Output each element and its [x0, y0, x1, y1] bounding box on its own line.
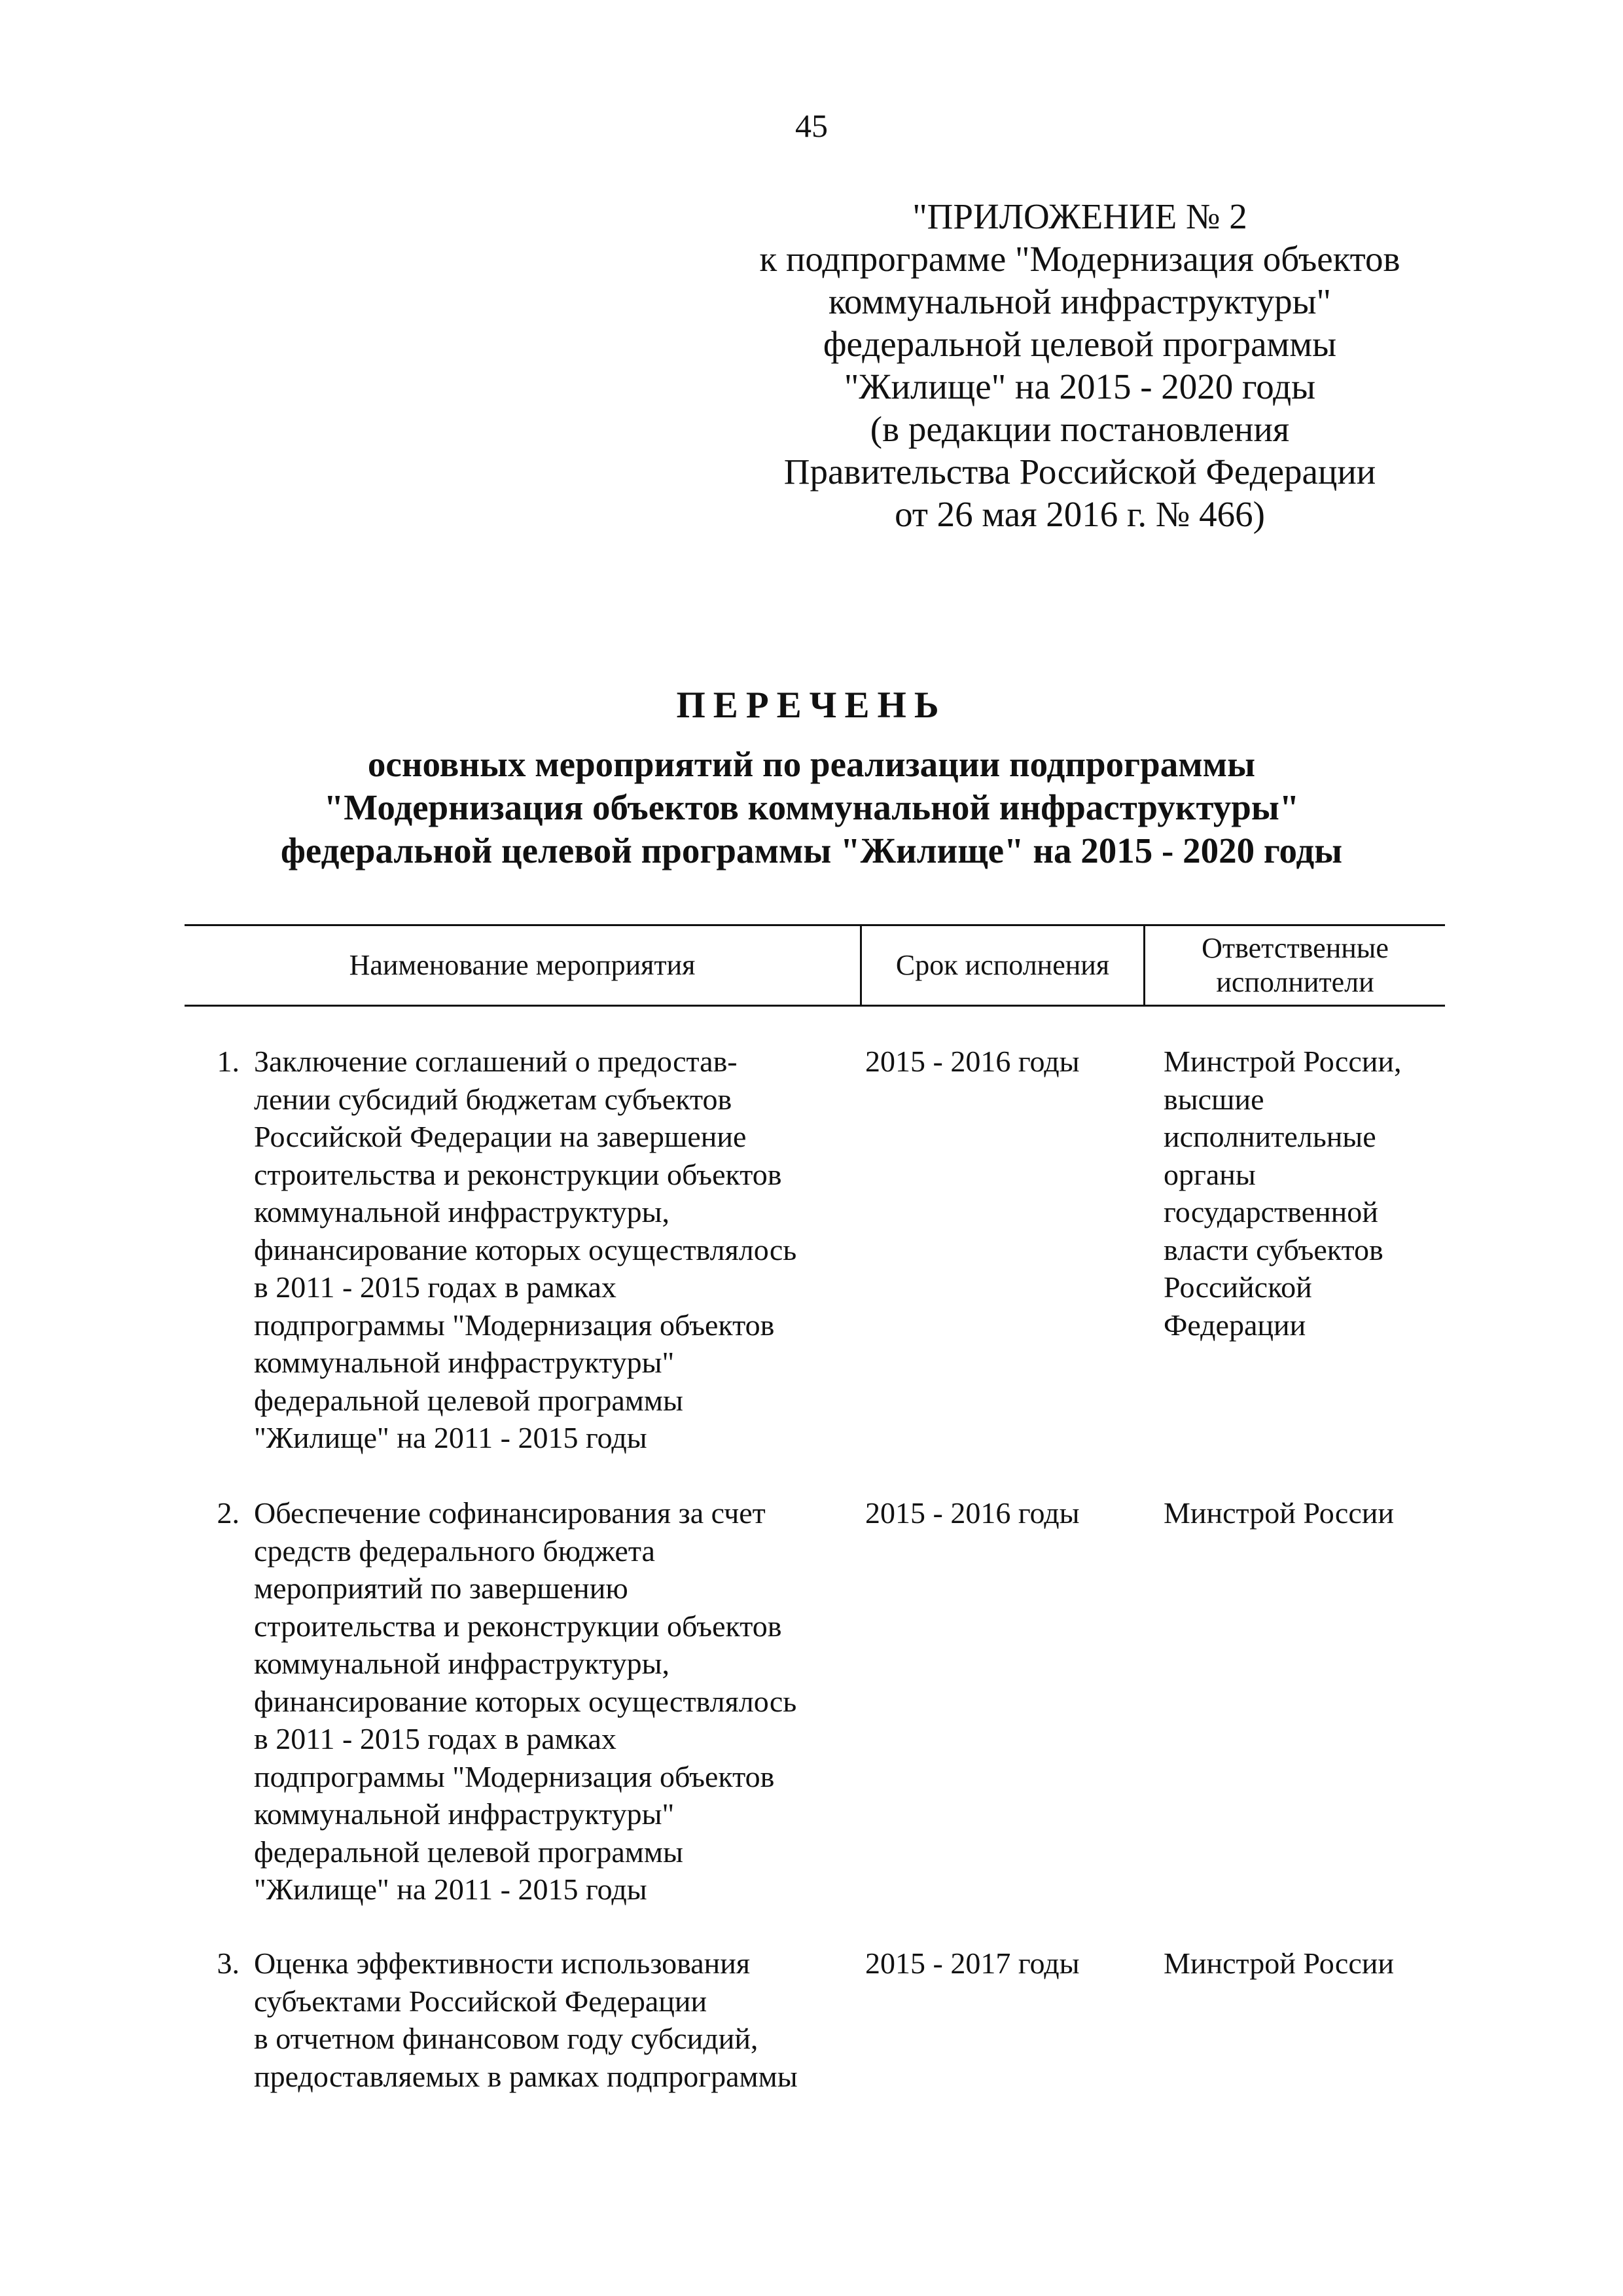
header-executors [1145, 925, 1445, 1005]
row-executors [1164, 1945, 1438, 1982]
row-name-line: Обеспечение софинансирования за счет [254, 1496, 766, 1530]
appendix-block [707, 195, 1453, 535]
row-executor-line: Минстрой России [1164, 1946, 1394, 1980]
row-name-line: "Жилище" на 2011 - 2015 годы [254, 1421, 647, 1454]
header-executors-line: исполнители [1216, 966, 1374, 998]
row-name-line: федеральной целевой программы [254, 1383, 683, 1417]
appendix-line: Правительства Российской Федерации [783, 452, 1376, 492]
row-executor-line: органы [1164, 1157, 1256, 1191]
subtitle-line: основных мероприятий по реализации подпрограммы [367, 744, 1256, 784]
row-name-line: коммунальной инфраструктуры, [254, 1195, 670, 1229]
row-name-line: средств федерального бюджета [254, 1534, 655, 1568]
header-term: Срок исполнения [895, 949, 1110, 981]
appendix-line: "ПРИЛОЖЕНИЕ № 2 [912, 196, 1247, 236]
row-executor-line: Минстрой России, [1164, 1045, 1402, 1078]
row-number: 2. [217, 1496, 240, 1530]
row-executor-line: высшие [1164, 1082, 1264, 1116]
row-executor-line: власти субъектов [1164, 1232, 1383, 1266]
row-name-line: в 2011 - 2015 годах в рамках [254, 1270, 616, 1304]
row-executor-line: государственной [1164, 1195, 1378, 1229]
appendix-line: от 26 мая 2016 г. № 466) [895, 494, 1265, 534]
page-number: 45 [795, 107, 828, 144]
appendix-line: "Жилище" на 2015 - 2020 годы [844, 367, 1316, 406]
row-name [254, 1945, 882, 2095]
row-name-line: Российской Федерации на завершение [254, 1120, 747, 1153]
row-name-line: предоставляемых в рамках подпрограммы [254, 2059, 798, 2093]
row-name [254, 1043, 882, 1457]
row-name-line: федеральной целевой программы [254, 1835, 683, 1869]
row-name-line: субъектами Российской Федерации [254, 1984, 707, 2018]
row-name-line: Оценка эффективности использования [254, 1946, 751, 1980]
row-executor-line: исполнительные [1164, 1120, 1376, 1153]
appendix-line: федеральной целевой программы [823, 324, 1337, 364]
row-term-text: 2015 - 2017 годы [865, 1946, 1080, 1980]
document-title: ПЕРЕЧЕНЬ [676, 685, 947, 726]
row-name-line: строительства и реконструкции объектов [254, 1609, 782, 1643]
header-name: Наименование мероприятия [349, 949, 696, 981]
row-name-line: в отчетном финансовом году субсидий, [254, 2022, 758, 2055]
row-name-line: Заключение соглашений о предостав- [254, 1045, 738, 1078]
row-name-line: подпрограммы "Модернизация объектов [254, 1308, 775, 1342]
row-name [254, 1494, 882, 1909]
row-name-line: мероприятий по завершению [254, 1571, 628, 1605]
row-executor-line: Российской [1164, 1270, 1312, 1304]
row-name-line: коммунальной инфраструктуры, [254, 1647, 670, 1680]
row-term-text: 2015 - 2016 годы [865, 1045, 1080, 1078]
row-number: 1. [217, 1045, 240, 1078]
appendix-line: к подпрограмме "Модернизация объектов [759, 239, 1400, 279]
row-name-line: финансирование которых осуществлялось [254, 1232, 797, 1266]
row-name-line: коммунальной инфраструктуры" [254, 1797, 675, 1831]
subtitle-line: "Модернизация объектов коммунальной инфраструктуры" [323, 787, 1300, 827]
row-term-text: 2015 - 2016 годы [865, 1496, 1080, 1530]
document-subtitle [157, 743, 1466, 872]
row-name-line: "Жилище" на 2011 - 2015 годы [254, 1873, 647, 1906]
row-name-line: строительства и реконструкции объектов [254, 1157, 782, 1191]
row-executor-line: Федерации [1164, 1308, 1306, 1342]
row-executor-line: Минстрой России [1164, 1496, 1394, 1530]
row-executors [1164, 1494, 1438, 1532]
header-executors-line: Ответственные [1202, 932, 1389, 964]
row-name-line: коммунальной инфраструктуры" [254, 1346, 675, 1379]
appendix-line: (в редакции постановления [870, 409, 1290, 449]
row-executors [1164, 1043, 1438, 1344]
row-name-line: подпрограммы "Модернизация объектов [254, 1759, 775, 1793]
row-name-line: лении субсидий бюджетам субъектов [254, 1082, 732, 1116]
row-name-line: в 2011 - 2015 годах в рамках [254, 1722, 616, 1755]
row-name-line: финансирование которых осуществлялось [254, 1684, 797, 1718]
subtitle-line: федеральной целевой программы "Жилище" на 2015 - 2020 годы [280, 831, 1343, 870]
row-number: 3. [217, 1946, 240, 1980]
appendix-line: коммунальной инфраструктуры" [829, 281, 1331, 321]
